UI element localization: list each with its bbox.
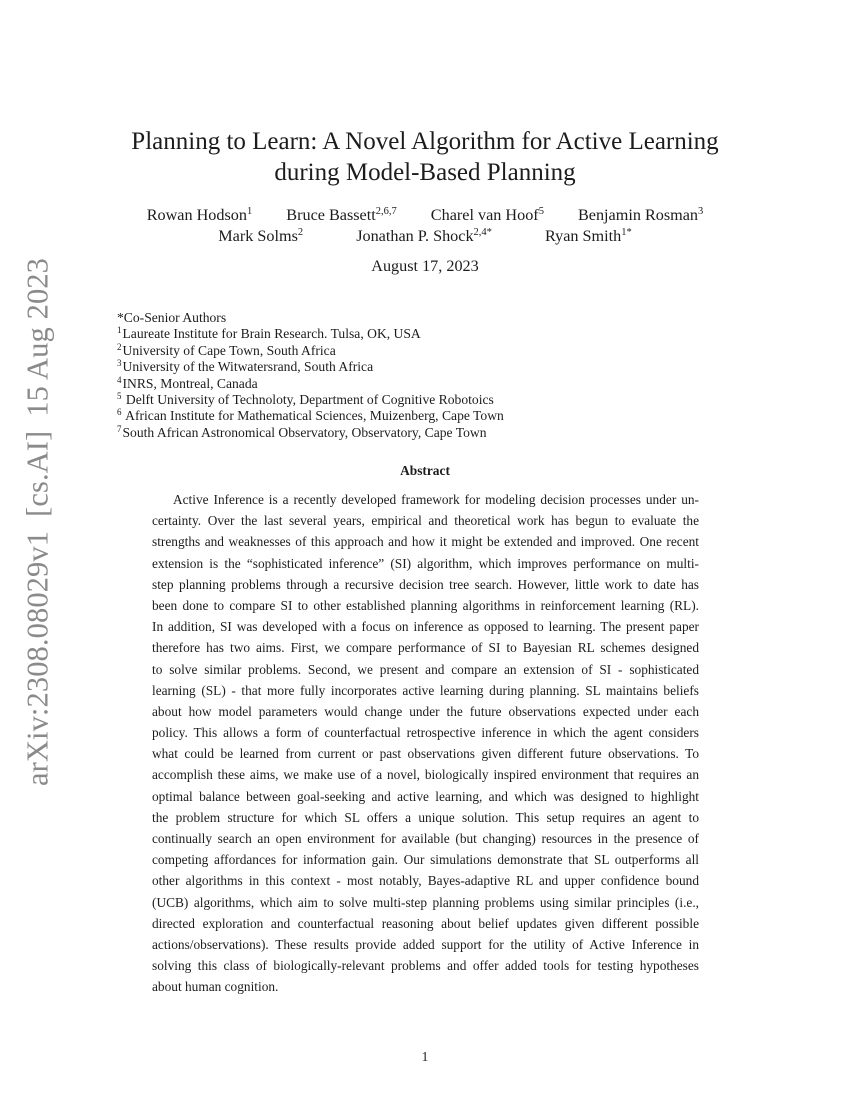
author-row-2 (0, 226, 850, 247)
abstract-line: the problem structure for which SL offers a unique solution. This setup requires an agent to (152, 809, 699, 825)
abstract-line: step planning problems through a recursive decision tree search. However, little work to date has (152, 576, 699, 592)
abstract-line: strengths and weaknesses of this approach and how it might be extended and improved. One recent (152, 534, 699, 550)
affiliation-text: *Co-Senior Authors (117, 310, 227, 325)
abstract-line: optimal balance between goal-seeking and active learning, and which was designed to highlight (152, 788, 699, 804)
affiliation (117, 425, 504, 441)
abstract-line: policy. This allows a form of counterfactual retrospective inference in which the agent considers (152, 725, 699, 741)
affiliation-text: Delft University of Technoloty, Department of Cognitive Robotoics (122, 392, 494, 408)
abstract-body (152, 489, 699, 998)
author (431, 205, 544, 226)
author-list (0, 205, 850, 247)
abstract-line: certainty. Over the last several years, empirical and theoretical work has begun to evaluate the (152, 513, 699, 529)
affiliation-text: University of Cape Town, South Africa (122, 342, 336, 358)
abstract-line: therefore has two aims. First, we compare performance of SI to Bayesian RL schemes designed (152, 640, 699, 656)
affiliation (117, 359, 504, 375)
affiliation-mark: 7 (117, 423, 122, 434)
abstract-line: competing affordances for information gain. Our simulations demonstrate that SL outperforms all (152, 852, 699, 868)
author (545, 226, 632, 247)
author-name: Bruce Bassett (286, 206, 376, 224)
abstract-line: about human cognition. (152, 979, 279, 995)
abstract-line: (UCB) algorithms, which aim to solve multi-step planning problems using similar principles (i.e., (152, 894, 699, 910)
author-affiliation-mark: 2,6,7 (375, 206, 397, 217)
abstract-line: to solve similar problems. Second, we present and compare an extension of SI - sophisticated (152, 661, 699, 677)
paper-title (0, 126, 850, 188)
author-affiliation-mark: 3 (698, 206, 704, 217)
title-line-2: during Model-Based Planning (274, 159, 576, 186)
affiliation-mark: 6 (117, 407, 122, 418)
affiliation-note (117, 310, 504, 326)
publication-date: August 17, 2023 (371, 257, 479, 275)
author-row-1 (0, 205, 850, 226)
affiliation (117, 408, 504, 424)
affiliation-mark: 1 (117, 325, 122, 336)
arxiv-id: arXiv:2308.08029v1 (20, 530, 55, 787)
author (147, 205, 253, 226)
abstract-line: extension is the “sophisticated inference” (SI) algorithm, which improves performance on multi- (152, 555, 699, 571)
affiliation-text: University of the Witwatersrand, South Africa (122, 359, 374, 375)
abstract-line: been done to compare SI to other established planning algorithms in reinforcement learning (RL). (152, 597, 699, 613)
title-line-1: Planning to Learn: A Novel Algorithm for Active Learning (131, 128, 719, 155)
affiliation-text: African Institute for Mathematical Sciences, Muizenberg, Cape Town (122, 408, 504, 424)
affiliation-text: Laureate Institute for Brain Research. Tulsa, OK, USA (122, 326, 421, 342)
abstract-line: other algorithms in this context - most notably, Bayes-adaptive RL and upper confidence bound (152, 873, 699, 889)
affiliation-text: South African Astronomical Observatory, Observatory, Cape Town (122, 424, 487, 440)
author-name: Charel van Hoof (430, 206, 539, 224)
abstract-line: continually search an open environment for available (but changing) resources in the presence of (152, 831, 699, 846)
author-name: Mark Solms (218, 227, 298, 245)
author-affiliation-mark: 1 (246, 206, 253, 217)
abstract-line: about how model parameters would change under the future observations expected under each (152, 703, 699, 719)
page-number: 1 (421, 1049, 429, 1064)
abstract-line: learning (SL) - that more fully incorporates active learning during planning. SL maintains beliefs (152, 682, 699, 698)
abstract-line: directed exploration and counterfactual reasoning about belief updates given different possible (152, 915, 699, 931)
affiliation-mark: 4 (117, 374, 122, 385)
affiliation-mark: 5 (117, 391, 122, 402)
author-affiliation-mark: 2,4* (473, 227, 492, 238)
abstract-line: accomplish these aims, we make use of a novel, biologically inspired environment that requires an (152, 767, 699, 783)
author-name: Jonathan P. Shock (356, 227, 474, 245)
affiliation (117, 326, 504, 342)
author (356, 226, 492, 247)
abstract-line: Active Inference is a recently developed framework for modeling decision processes under un- (173, 492, 699, 507)
author-affiliation-mark: 5 (538, 206, 544, 217)
author-name: Ryan Smith (544, 227, 622, 245)
abstract-line: In addition, SI was developed with a focus on inference as opposed to learning. The present paper (152, 619, 699, 635)
author-affiliation-mark: 2 (297, 227, 304, 238)
affiliation-mark: 2 (117, 341, 122, 352)
author (286, 205, 396, 226)
affiliation (117, 392, 504, 408)
author (578, 205, 703, 226)
author (218, 226, 303, 247)
affiliation-text: INRS, Montreal, Canada (122, 375, 258, 391)
affiliation (117, 376, 504, 392)
arxiv-category: [cs.AI] (20, 430, 55, 517)
affiliation (117, 343, 504, 359)
author-name: Rowan Hodson (146, 206, 247, 224)
affiliation-list (117, 310, 504, 441)
affiliation-mark: 3 (117, 358, 122, 369)
arxiv-stamp (21, 258, 56, 786)
abstract-heading: Abstract (400, 463, 450, 478)
abstract-line: solving this class of biologically-relevant problems and offer added tools for testing hypotheses (152, 958, 699, 974)
author-affiliation-mark: 1* (621, 227, 632, 238)
abstract-line: what could be learned from current or past observations given different future observations. To (152, 746, 699, 762)
abstract-line: actions/observations). These results provide added support for the utility of Active Inference in (152, 936, 699, 952)
author-name: Benjamin Rosman (577, 206, 699, 224)
arxiv-date: 15 Aug 2023 (20, 257, 55, 417)
